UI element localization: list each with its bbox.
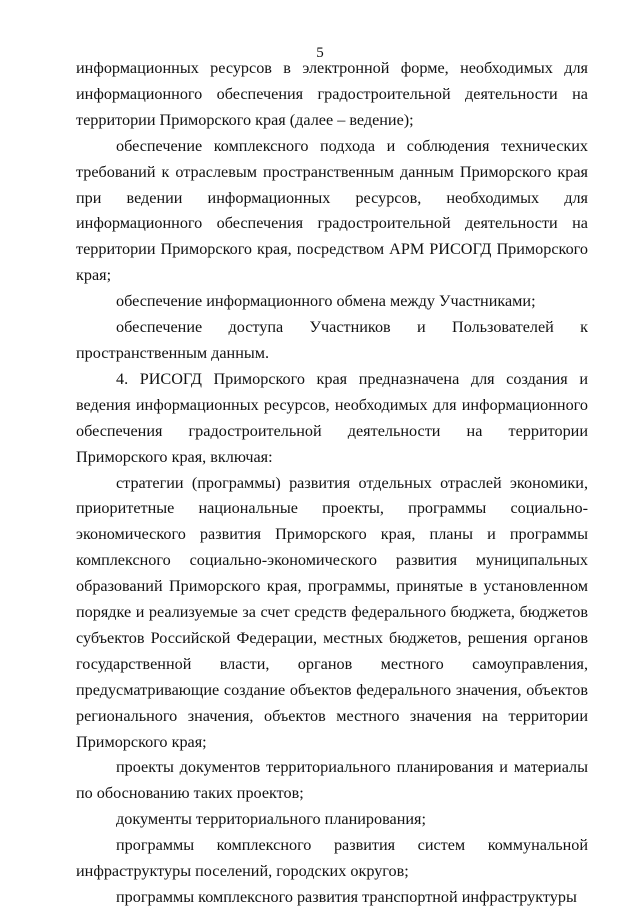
paragraph-information-exchange: обеспечение информационного обмена между Участниками; <box>116 292 536 311</box>
paragraph-item-4: 4. РИСОГД Приморского края предназначена для создания и ведения информационных ресурсов, необходимых для информационного обеспечения градостроительной деятельности на территории Приморского края, включая: <box>76 369 588 466</box>
paragraph-communal-infrastructure: программы комплексного развития систем коммунальной инфраструктуры поселений, городских округов; <box>76 836 588 881</box>
paragraph-planning-projects: проекты документов территориального планирования и материалы по обоснованию таких проектов; <box>76 758 588 803</box>
paragraph-continuation: информационных ресурсов в электронной форме, необходимых для информационного обеспечения градостроительной деятельности на территории Приморского края (далее – ведение); <box>76 59 588 129</box>
paragraph-planning-documents: документы территориального планирования; <box>116 810 426 829</box>
paragraph-technical-requirements: обеспечение комплексного подхода и соблюдения технических требований к отраслевым пространственным данным Приморского края при ведении информационных ресурсов, необходимых для информационного обеспечения градостроительной деятельности на территории Приморского края, посредством АРМ РИСОГД Приморского края; <box>76 136 588 285</box>
paragraph-strategies: стратегии (программы) развития отдельных отраслей экономики, приоритетные национальные проекты, программы социально-экономического развития Приморского края, планы и программы комплексного социально-экономического развития муниципальных образований Приморского края, программы, принятые в установленном порядке и реализуемые за счет средств федерального бюджета, бюджетов субъектов Российской Федерации, местных бюджетов, решения органов государственной власти, органов местного самоуправления, предусматривающие создание объектов федерального значения, объектов регионального значения, объектов местного значения на территории Приморского края; <box>76 473 588 751</box>
document-body <box>76 56 588 911</box>
page-number: 5 <box>316 45 324 61</box>
paragraph-transport-infrastructure: программы комплексного развития транспортной инфраструктуры <box>116 888 577 906</box>
paragraph-data-access: обеспечение доступа Участников и Пользователей к пространственным данным. <box>76 318 588 362</box>
